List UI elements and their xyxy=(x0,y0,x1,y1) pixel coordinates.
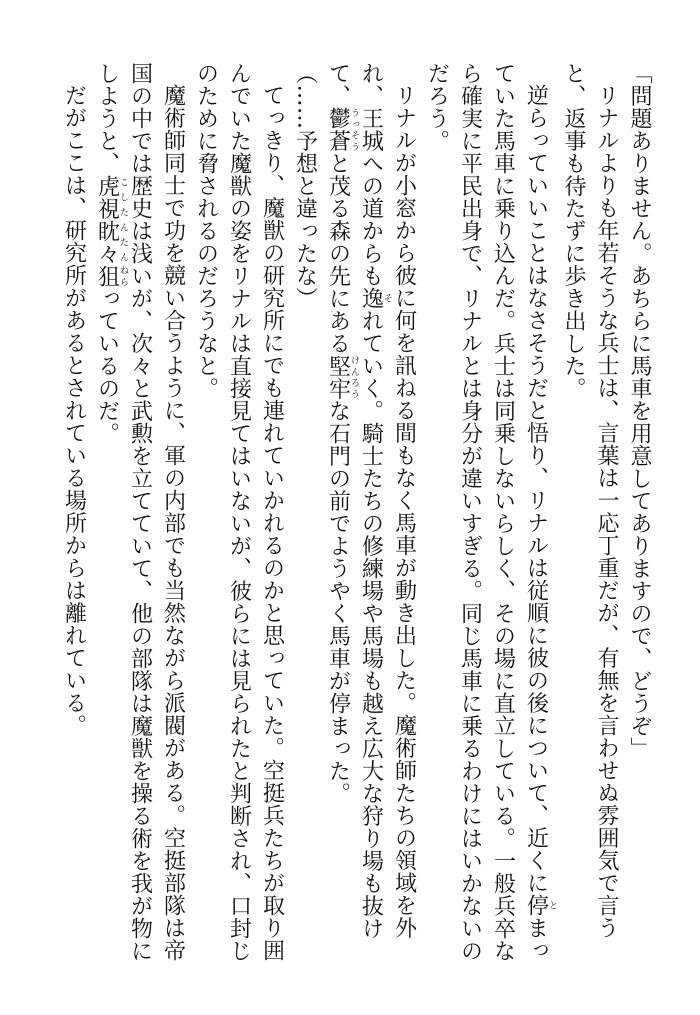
paragraph-text: 逆らっていいことはなさそうだと悟り、リナルは従順に彼の後について、近くに xyxy=(523,84,549,894)
paragraph-text: てっきり、魔獣の研究所にでも連れていかれるのかと思っていた。空挺兵たちが取り囲んでいた魔獣の姿をリナルは直接見てはいないが、彼らには見られたと判断され、口封じのために脅されるのだろうなと。 xyxy=(193,62,285,962)
paragraph-text: れていく。騎士たちの修練場や馬場も越え広大な狩り場も抜けて、 xyxy=(325,62,384,940)
paragraph-text: リナルが小窓から彼に何を訊ねる間もなく馬車が動き出した。魔術師たちの領域を外れ、王城への道からも xyxy=(358,62,417,939)
vertical-text-block xyxy=(58,62,657,972)
paragraph-text: っているのだ。 xyxy=(94,287,120,445)
paragraph-4 xyxy=(322,62,421,972)
ruby-annotation: 堅牢けんろう xyxy=(325,354,359,400)
paragraph-text: まっていた馬車に乗り込んだ。兵士は同乗しないらしく、その場に直立している。一般兵卒なら確実に平民出身で、リナルとは身分が違いすぎる。同じ馬車に乗るわけにはいかないのだろう。 xyxy=(424,62,549,962)
ruby-annotation: 停と xyxy=(523,894,557,917)
ruby-annotation: 狙ねら xyxy=(94,264,128,287)
ruby-annotation: 鬱蒼うっそう xyxy=(325,107,359,152)
paragraph-text: リナルよりも年若そうな兵士は、言葉は一応丁重だが、有無を言わせぬ雰囲気で言うと、返事も待たずに歩き出した。 xyxy=(561,62,619,939)
paragraph-text: と茂る森の先にある xyxy=(325,152,351,355)
paragraph-text: （……予想と違ったな） xyxy=(292,62,318,310)
paragraph-2 xyxy=(557,62,623,972)
paragraph-7 xyxy=(91,62,190,972)
paragraph-5 xyxy=(289,62,322,972)
paragraph-3 xyxy=(421,62,558,972)
ruby-annotation: 逸そ xyxy=(358,287,392,310)
paragraph-8 xyxy=(58,62,91,972)
ruby-annotation: 虎視眈々こしたんたん xyxy=(94,174,128,265)
paragraph-6 xyxy=(190,62,289,972)
paragraph-text: 魔術師同士で功を競い合うように、軍の内部でも当然ながら派閥がある。空挺部隊は帝国の中では歴史は浅いが、次々と武勲を立てていて、他の部隊は魔獣を操る術を我が物にしようと、 xyxy=(94,62,186,962)
paragraph-text: 「問題ありません。あちらに馬車を用意してありますので、どうぞ」 xyxy=(627,62,652,760)
paragraph-text: だがここは、研究所があるとされている場所からは離れている。 xyxy=(61,84,87,737)
paragraph-1 xyxy=(623,62,656,972)
paragraph-text: な石門の前でようやく馬車が停まった。 xyxy=(325,399,351,805)
